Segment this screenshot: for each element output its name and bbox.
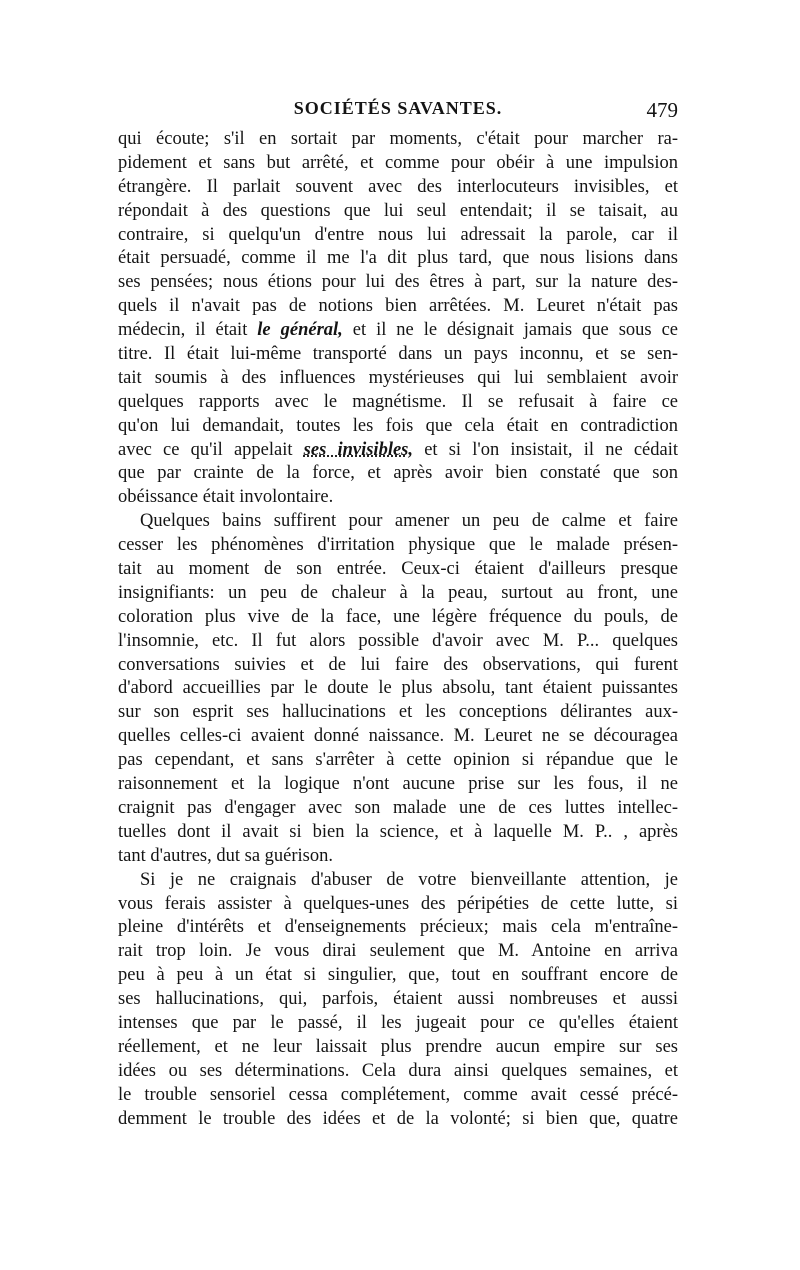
italic-term: le général, xyxy=(257,320,343,341)
text-line xyxy=(118,439,678,463)
text-line: ses pensées; nous étions pour lui des êtres à part, sur la nature des- xyxy=(118,272,678,293)
text-line: craignit pas d'engager avec son malade une de ces luttes intellec- xyxy=(118,797,678,818)
page-number: 479 xyxy=(646,98,678,122)
text-segment: et si l'on insistait, il ne cédait xyxy=(413,439,678,460)
text-line: que par crainte de la force, et après avoir bien constaté que son xyxy=(118,463,678,484)
text-line xyxy=(118,319,678,343)
text-line: quels il n'avait pas de notions bien arrêtées. M. Leuret n'était pas xyxy=(118,296,678,317)
text-line: pas cependant, et sans s'arrêter à cette opinion si répandue que le xyxy=(118,750,678,771)
text-line: sur son esprit ses hallucinations et les conceptions délirantes aux- xyxy=(118,702,678,723)
text-segment: avec ce qu'il appelait xyxy=(118,439,304,460)
paragraph-3 xyxy=(118,869,678,1132)
text-line: vous ferais assister à quelques-unes des péripéties de cette lutte, si xyxy=(118,893,678,914)
text-line: quelles celles-ci avaient donné naissance. M. Leuret ne se découragea xyxy=(118,726,678,747)
page-header xyxy=(118,98,678,126)
text-line: tant d'autres, dut sa guérison. xyxy=(118,845,334,866)
text-line: qui écoute; s'il en sortait par moments, c'était pour marcher ra- xyxy=(118,129,678,149)
text-line: cesser les phénomènes d'irritation physique que le malade présen- xyxy=(118,535,678,556)
text-line: pleine d'intérêts et d'enseignements précieux; mais cela m'entraîne- xyxy=(118,917,678,938)
italic-term: ses invisibles, xyxy=(303,439,414,460)
text-segment: et il ne le désignait jamais que sous ce xyxy=(342,320,678,341)
text-line: Si je ne craignais d'abuser de votre bienveillante attention, je xyxy=(140,869,678,890)
text-line: qu'on lui demandait, toutes les fois que cela était en contradiction xyxy=(118,415,678,436)
text-line: obéissance était involontaire. xyxy=(118,487,334,508)
paragraph-2 xyxy=(118,510,678,868)
text-line: quelques rapports avec le magnétisme. Il se refusait à faire ce xyxy=(118,391,678,412)
text-line: l'insomnie, etc. Il fut alors possible d'avoir avec M. P... quelques xyxy=(118,630,678,651)
text-line: insignifiants: un peu de chaleur à la peau, surtout au front, une xyxy=(118,582,678,603)
paragraph-1 xyxy=(118,128,678,510)
text-line: Quelques bains suffirent pour amener un peu de calme et faire xyxy=(140,511,678,532)
text-line: le trouble sensoriel cessa complétement, comme avait cessé précé- xyxy=(118,1084,678,1105)
text-line: était persuadé, comme il me l'a dit plus tard, que nous lisions dans xyxy=(118,248,678,269)
text-line: ses hallucinations, qui, parfois, étaient aussi nombreuses et aussi xyxy=(118,989,678,1010)
text-line: tait au moment de son entrée. Ceux-ci étaient d'ailleurs presque xyxy=(118,559,678,580)
text-line: étrangère. Il parlait souvent avec des interlocuteurs invisibles, et xyxy=(118,176,678,197)
text-line: demment le trouble des idées et de la volonté; si bien que, quatre xyxy=(118,1108,678,1129)
text-line: rait trop loin. Je vous dirai seulement que M. Antoine en arriva xyxy=(118,941,678,962)
running-title: SOCIÉTÉS SAVANTES. xyxy=(293,98,503,118)
text-line: intenses que par le passé, il les jugeait pour ce qu'elles étaient xyxy=(118,1012,678,1033)
text-segment: médecin, il était xyxy=(118,320,258,341)
text-line: conversations suivies et de lui faire des observations, qui furent xyxy=(118,654,678,675)
text-line: idées ou ses déterminations. Cela dura ainsi quelques semaines, et xyxy=(118,1060,678,1081)
text-line: peu à peu à un état si singulier, que, tout en souffrant encore de xyxy=(118,965,678,986)
text-line: réellement, et ne leur laissait plus prendre aucun empire sur ses xyxy=(118,1036,678,1057)
text-line: contraire, si quelqu'un d'entre nous lui adressait la parole, car il xyxy=(118,224,678,245)
body-text xyxy=(118,128,678,1131)
text-line: tuelles dont il avait si bien la science, et à laquelle M. P.. , après xyxy=(118,821,678,842)
text-line: pidement et sans but arrêté, et comme pour obéir à une impulsion xyxy=(118,152,678,173)
text-line: raisonnement et la logique n'ont aucune prise sur les fous, il ne xyxy=(118,774,678,795)
text-line: coloration plus vive de la face, une légère fréquence du pouls, de xyxy=(118,606,678,627)
text-line: d'abord accueillies par le doute le plus absolu, tant étaient puissantes xyxy=(118,678,678,699)
text-line: tait soumis à des influences mystérieuses qui lui semblaient avoir xyxy=(118,367,678,388)
text-line: répondait à des questions que lui seul entendait; il se taisait, au xyxy=(118,200,678,221)
text-line: titre. Il était lui-même transporté dans un pays inconnu, et se sen- xyxy=(118,344,678,365)
